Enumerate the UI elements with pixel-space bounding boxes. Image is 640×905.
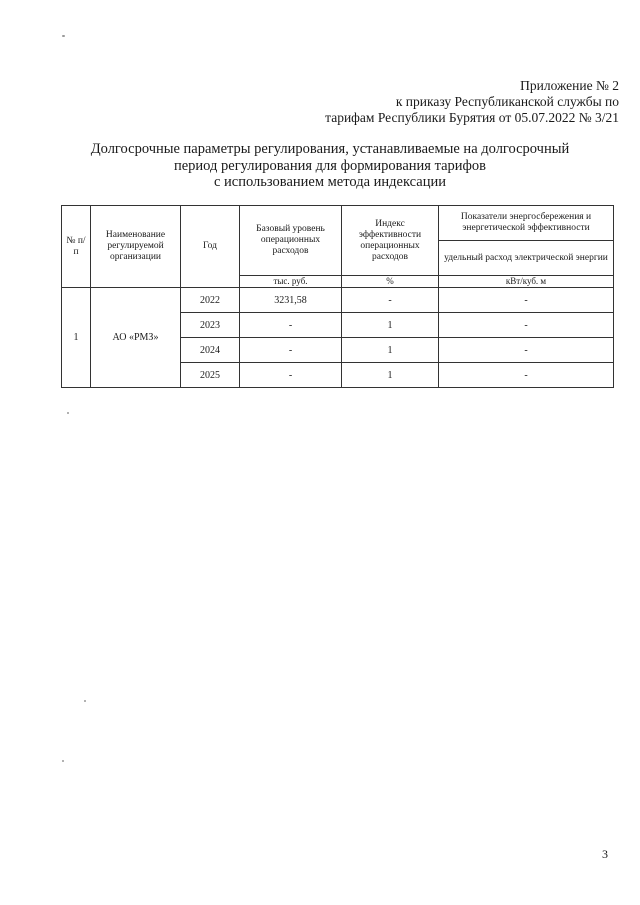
document-title [60, 141, 600, 191]
org-name: АО «РМЗ» [91, 288, 181, 388]
header-index: Индекс эффективности операционных расходов [342, 206, 439, 276]
appendix-line-3: тарифам Республики Бурятия от 05.07.2022 № 3/21 [325, 110, 619, 125]
index-cell: 1 [342, 363, 439, 388]
table-row [62, 288, 614, 313]
index-cell: 1 [342, 313, 439, 338]
title-line-3: с использованием метода индексации [213, 174, 447, 190]
year-cell: 2024 [181, 338, 240, 363]
base-cell: - [240, 313, 342, 338]
index-cell: 1 [342, 338, 439, 363]
year-cell: 2025 [181, 363, 240, 388]
scan-speck [67, 412, 69, 414]
year-cell: 2023 [181, 313, 240, 338]
energy-cell: - [439, 313, 614, 338]
parameters-table [61, 205, 614, 388]
unit-index: % [342, 276, 439, 288]
title-line-2: период регулирования для формирования тарифов [173, 157, 487, 174]
header-base: Базовый уровень операционных расходов [240, 206, 342, 276]
appendix-line-2: к приказу Республиканской службы по [395, 94, 619, 109]
scan-speck [62, 760, 64, 762]
index-cell: - [342, 288, 439, 313]
base-cell: - [240, 338, 342, 363]
header-org: Наименование регулируемой организации [91, 206, 181, 288]
row-number: 1 [62, 288, 91, 388]
unit-energy: кВт/куб. м [439, 276, 614, 288]
base-cell: - [240, 363, 342, 388]
appendix-line-1: Приложение № 2 [520, 78, 619, 93]
header-energy-sub: удельный расход электрической энергии [439, 241, 614, 276]
energy-cell: - [439, 338, 614, 363]
energy-cell: - [439, 288, 614, 313]
year-cell: 2022 [181, 288, 240, 313]
base-cell: 3231,58 [240, 288, 342, 313]
page-number: 3 [602, 847, 608, 861]
header-num: № п/п [62, 206, 91, 288]
energy-cell: - [439, 363, 614, 388]
title-line-1: Долгосрочные параметры регулирования, устанавливаемые на долгосрочный [90, 141, 570, 157]
scan-speck [84, 700, 86, 702]
scan-speck [62, 35, 65, 37]
header-energy-group: Показатели энергосбережения и энергетической эффективности [439, 206, 614, 241]
header-year: Год [181, 206, 240, 288]
unit-base: тыс. руб. [240, 276, 342, 288]
appendix-header [325, 78, 619, 126]
